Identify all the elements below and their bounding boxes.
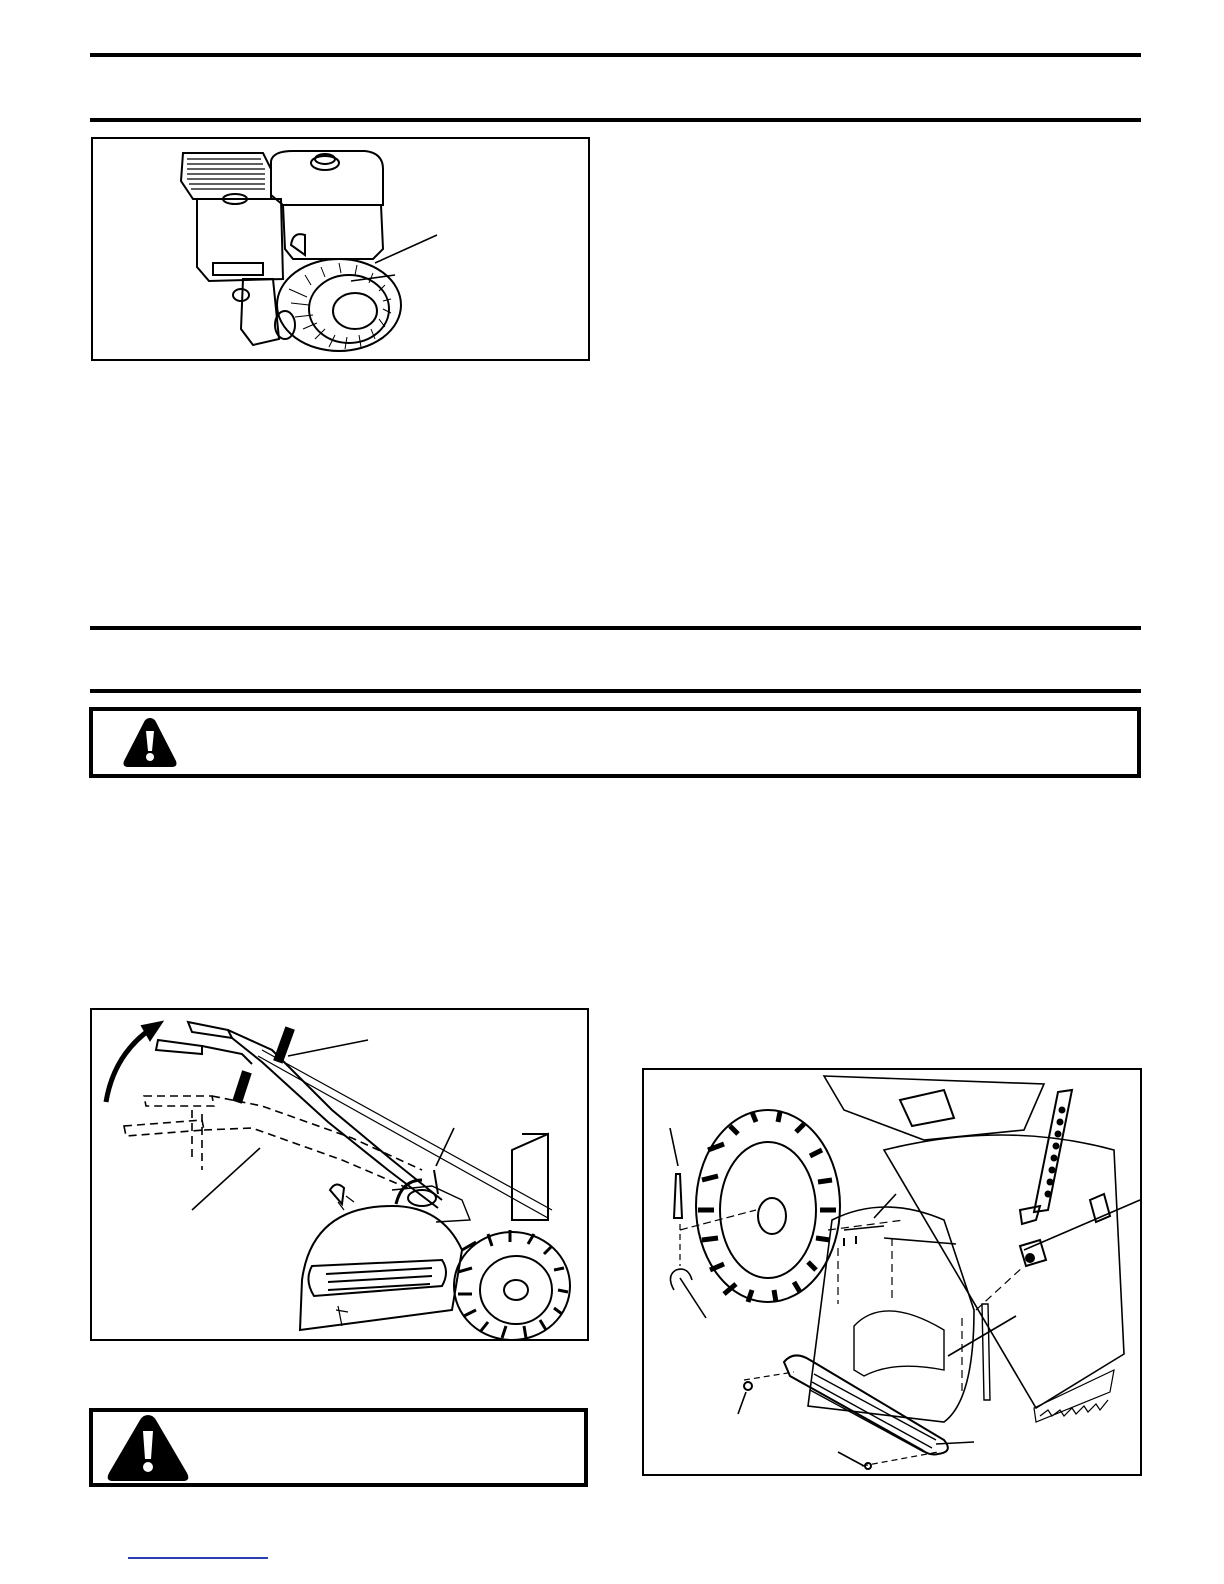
warning-triangle-icon xyxy=(120,715,180,771)
handle-figure xyxy=(90,1008,589,1341)
tine-shield-assembly-drawing xyxy=(644,1070,1140,1474)
tine-shield-figure xyxy=(642,1068,1142,1476)
engine-figure xyxy=(91,137,590,361)
bottom-link-underline[interactable] xyxy=(128,1557,268,1559)
warning-box-small xyxy=(89,1408,588,1487)
tiller-handle-drawing xyxy=(92,1010,587,1339)
section-rule-3 xyxy=(90,689,1141,693)
warning-triangle-icon xyxy=(103,1413,193,1485)
section-rule-2 xyxy=(90,626,1141,630)
top-rule xyxy=(90,53,1141,57)
section-rule-1 xyxy=(90,118,1141,122)
warning-box-wide xyxy=(89,707,1141,778)
engine-drawing xyxy=(93,139,588,359)
